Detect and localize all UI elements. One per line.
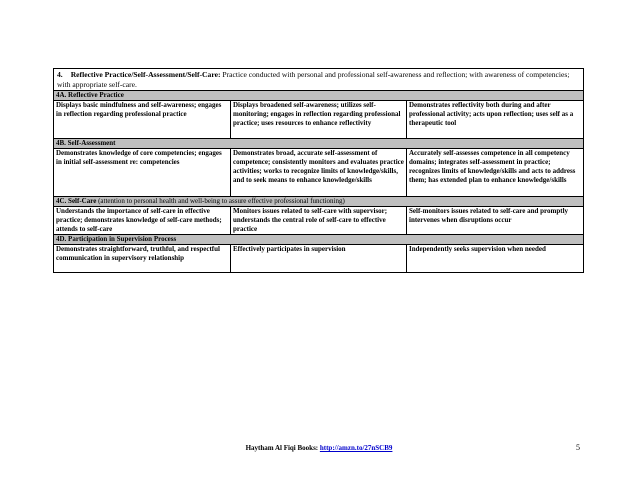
- footer-link[interactable]: http://amzn.to/27nSCB9: [319, 444, 393, 452]
- level-cell-readiness-practicum: Displays basic mindfulness and self-awareness; engages in reflection regarding professional practice: [54, 101, 231, 139]
- section-levels-4c: [54, 207, 584, 235]
- level-cell-readiness-entry-practice: Independently seeks supervision when needed: [407, 245, 584, 273]
- footer-text: Haytham Al Fiqi Books:: [245, 444, 319, 452]
- section-title-cell: [54, 91, 584, 101]
- section-title-cell: [54, 197, 584, 207]
- section-title: 4B. Self-Assessment: [56, 139, 116, 147]
- level-cell-readiness-entry-practice: Self-monitors issues related to self-care and promptly intervenes when disruptions occur: [407, 207, 584, 235]
- section-levels-4a: [54, 101, 584, 139]
- page-number: 5: [576, 443, 580, 452]
- section-header-4c: [54, 197, 584, 207]
- section-title: 4C. Self-Care: [56, 197, 97, 205]
- level-cell-readiness-internship: Effectively participates in supervision: [231, 245, 407, 273]
- level-cell-readiness-internship: Monitors issues related to self-care with supervisor; understands the central role of self-care to effective practice: [231, 207, 407, 235]
- section-levels-4b: [54, 149, 584, 197]
- section-title: 4D. Participation in Supervision Process: [56, 235, 177, 243]
- level-cell-readiness-internship: Demonstrates broad, accurate self-assessment of competence; consistently monitors and evaluates practice activities; works to recognize limits of knowledge/skills, and to seek means to enhance knowledge/skills: [231, 149, 407, 197]
- heading-description: Practice conducted with personal and professional self-awareness and reflection; with awareness of competencies; with appropriate self-care.: [57, 70, 570, 89]
- competency-table: [53, 68, 584, 273]
- level-cell-readiness-internship: Displays broadened self-awareness; utilizes self-monitoring; engages in reflection regarding professional practice; uses resources to enhance reflectivity: [231, 101, 407, 139]
- heading-number: 4.: [57, 70, 63, 79]
- level-cell-readiness-practicum: Understands the importance of self-care in effective practice; demonstrates knowledge of self-care methods; attends to self-care: [54, 207, 231, 235]
- section-levels-4d: [54, 245, 584, 273]
- heading-cell: [54, 69, 584, 91]
- section-header-4d: [54, 235, 584, 245]
- page-footer: [0, 444, 638, 452]
- section-title: 4A. Reflective Practice: [56, 91, 124, 99]
- level-cell-readiness-entry-practice: Accurately self-assesses competence in all competency domains; integrates self-assessment in practice; recognizes limits of knowledge/skills and acts to address them; has extended plan to enhance knowledge/skills: [407, 149, 584, 197]
- heading-row: [54, 69, 584, 91]
- heading-title: Reflective Practice/Self-Assessment/Self-Care:: [70, 70, 221, 79]
- section-header-4b: [54, 139, 584, 149]
- level-cell-readiness-practicum: Demonstrates straightforward, truthful, and respectful communication in supervisory relationship: [54, 245, 231, 273]
- section-title-cell: [54, 235, 584, 245]
- level-cell-readiness-entry-practice: Demonstrates reflectivity both during and after professional activity; acts upon reflection; uses self as a therapeutic tool: [407, 101, 584, 139]
- level-cell-readiness-practicum: Demonstrates knowledge of core competencies; engages in initial self-assessment re: competencies: [54, 149, 231, 197]
- section-note: (attention to personal health and well-being to assure effective professional functioning): [98, 197, 345, 205]
- section-header-4a: [54, 91, 584, 101]
- section-title-cell: [54, 139, 584, 149]
